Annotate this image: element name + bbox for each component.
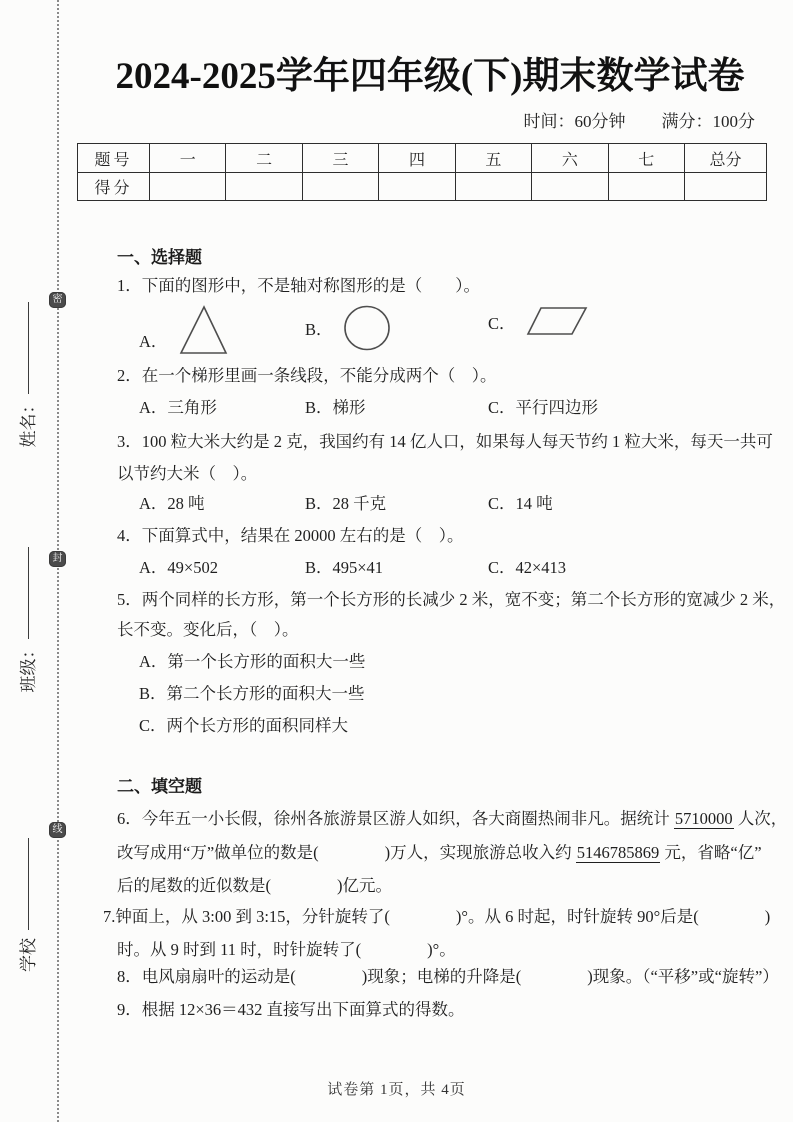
option-b-label: B． <box>305 320 333 339</box>
question-3-text-line2: 以节约大米（ ）。 <box>117 464 258 483</box>
question-6-after-number-1: 人次， <box>733 809 788 828</box>
score-cell <box>226 173 302 201</box>
question-1-option-b <box>305 305 391 351</box>
student-name-field <box>16 300 36 450</box>
score-table-total-label: 总分 <box>685 144 767 173</box>
question-4-option-b: B．495×41 <box>305 558 384 577</box>
full-score-label: 满分：100分 <box>661 112 755 131</box>
student-class-label: 班级： <box>18 641 38 693</box>
seal-char-xian: 线 <box>49 822 66 838</box>
section1-heading: 一、选择题 <box>117 248 202 267</box>
question-4-text: 4．下面算式中，结果在 20000 左右的是（ ）。 <box>117 526 464 545</box>
question-2-option-a: A．三角形 <box>139 398 217 417</box>
score-cell <box>379 173 455 201</box>
question-3-option-a: A．28 吨 <box>139 494 205 513</box>
score-cell <box>608 173 684 201</box>
score-cell <box>302 173 378 201</box>
question-3-text-line1: 3．100 粒大米大约是 2 克，我国约有 14 亿人口，如果每人每天节约 1 粒大米，每天一共可 <box>117 432 773 451</box>
score-table-col-4: 四 <box>379 144 455 173</box>
page-title: 2024-2025学年四年级(下)期末数学试卷 <box>115 56 745 97</box>
score-cell <box>685 173 767 201</box>
question-9-text: 9．根据 12×36＝432 直接写出下面算式的得数。 <box>117 1000 465 1019</box>
question-8-text: 8．电风扇扇叶的运动是( )现象；电梯的升降是( )现象。（“平移”或“旋转”） <box>117 967 779 986</box>
question-6-text-line3: 后的尾数的近似数是( )亿元。 <box>117 876 392 895</box>
question-7-text-line1: 7.钟面上，从 3:00 到 3:15，分针旋转了( )°。从 6 时起，时针旋转 90°后是( ) <box>103 907 771 926</box>
circle-shape <box>343 305 391 351</box>
question-6-lead: 6．今年五一小长假，徐州各旅游景区游人如织，各大商圈热闹非凡。据统计 <box>117 809 674 828</box>
question-5-option-b: B．第二个长方形的面积大一些 <box>139 684 365 703</box>
question-1-option-a <box>139 305 229 355</box>
question-4-option-c: C．42×413 <box>488 558 567 577</box>
question-1-option-c <box>488 305 588 337</box>
question-2-options <box>117 397 757 419</box>
question-6-number-1: 5710000 <box>674 809 733 828</box>
student-class-field <box>16 545 36 695</box>
student-school-label: 学校 <box>18 938 38 972</box>
time-limit-label: 时间：60分钟 <box>523 112 626 131</box>
score-cell <box>150 173 226 201</box>
score-table-col-1: 一 <box>150 144 226 173</box>
question-3-options <box>117 493 757 515</box>
score-table-col-3: 三 <box>302 144 378 173</box>
question-6-number-2: 5146785869 <box>576 843 660 862</box>
question-2-option-c: C．平行四边形 <box>488 398 599 417</box>
score-table-score-label: 得分 <box>78 173 150 201</box>
exam-meta <box>117 112 757 132</box>
question-1-text: 1．下面的图形中，不是轴对称图形的是（ ）。 <box>117 276 480 295</box>
question-1-shape-options <box>117 297 757 353</box>
student-school-field <box>16 830 36 980</box>
option-c-label: C． <box>488 314 516 333</box>
question-6-line2-pre: 改写成用“万”做单位的数是( )万人，实现旅游总收入约 <box>117 843 576 862</box>
student-school-blank-line <box>23 838 29 930</box>
score-table-col-2: 二 <box>226 144 302 173</box>
question-2-option-b: B．梯形 <box>305 398 366 417</box>
student-class-blank-line <box>23 548 29 640</box>
score-table-col-7: 七 <box>608 144 684 173</box>
student-name-blank-line <box>23 303 29 395</box>
question-5-text-line1: 5．两个同样的长方形，第一个长方形的长减少 2 米，宽不变；第二个长方形的宽减少 2 米， <box>117 590 786 609</box>
option-a-label: A． <box>139 332 168 351</box>
question-6-text-line1 <box>117 808 788 830</box>
seal-char-feng: 封 <box>49 551 66 567</box>
question-6-line2-post: 元，省略“亿” <box>660 843 762 862</box>
exam-content <box>94 0 788 1021</box>
score-table <box>77 143 767 201</box>
score-table-col-6: 六 <box>532 144 608 173</box>
score-table-header-row <box>78 144 767 173</box>
score-table-col-5: 五 <box>455 144 531 173</box>
seal-char-mi: 密 <box>49 292 66 308</box>
question-3-option-c: C．14 吨 <box>488 494 553 513</box>
question-5-text-line2: 长不变。变化后，（ ）。 <box>117 620 299 639</box>
student-name-label: 姓名： <box>18 396 38 448</box>
question-4-options <box>117 557 757 579</box>
score-cell <box>532 173 608 201</box>
page-footer: 试卷第 1页，共 4页 <box>327 1082 466 1098</box>
question-7-text-line2: 时。从 9 时到 11 时，时针旋转了( )°。 <box>117 940 456 959</box>
question-2-text: 2．在一个梯形里画一条线段，不能分成两个（ ）。 <box>117 366 497 385</box>
question-5-option-c: C．两个长方形的面积同样大 <box>139 716 349 735</box>
triangle-shape <box>177 305 229 355</box>
question-5-option-a: A．第一个长方形的面积大一些 <box>139 652 366 671</box>
section2-heading: 二、填空题 <box>117 777 202 796</box>
question-3-option-b: B．28 千克 <box>305 494 387 513</box>
score-cell <box>455 173 531 201</box>
score-table-question-number-label: 题号 <box>78 144 150 173</box>
question-6-text-line2 <box>117 842 762 864</box>
parallelogram-shape <box>526 305 588 337</box>
score-table-score-row <box>78 173 767 201</box>
question-4-option-a: A．49×502 <box>139 558 218 577</box>
